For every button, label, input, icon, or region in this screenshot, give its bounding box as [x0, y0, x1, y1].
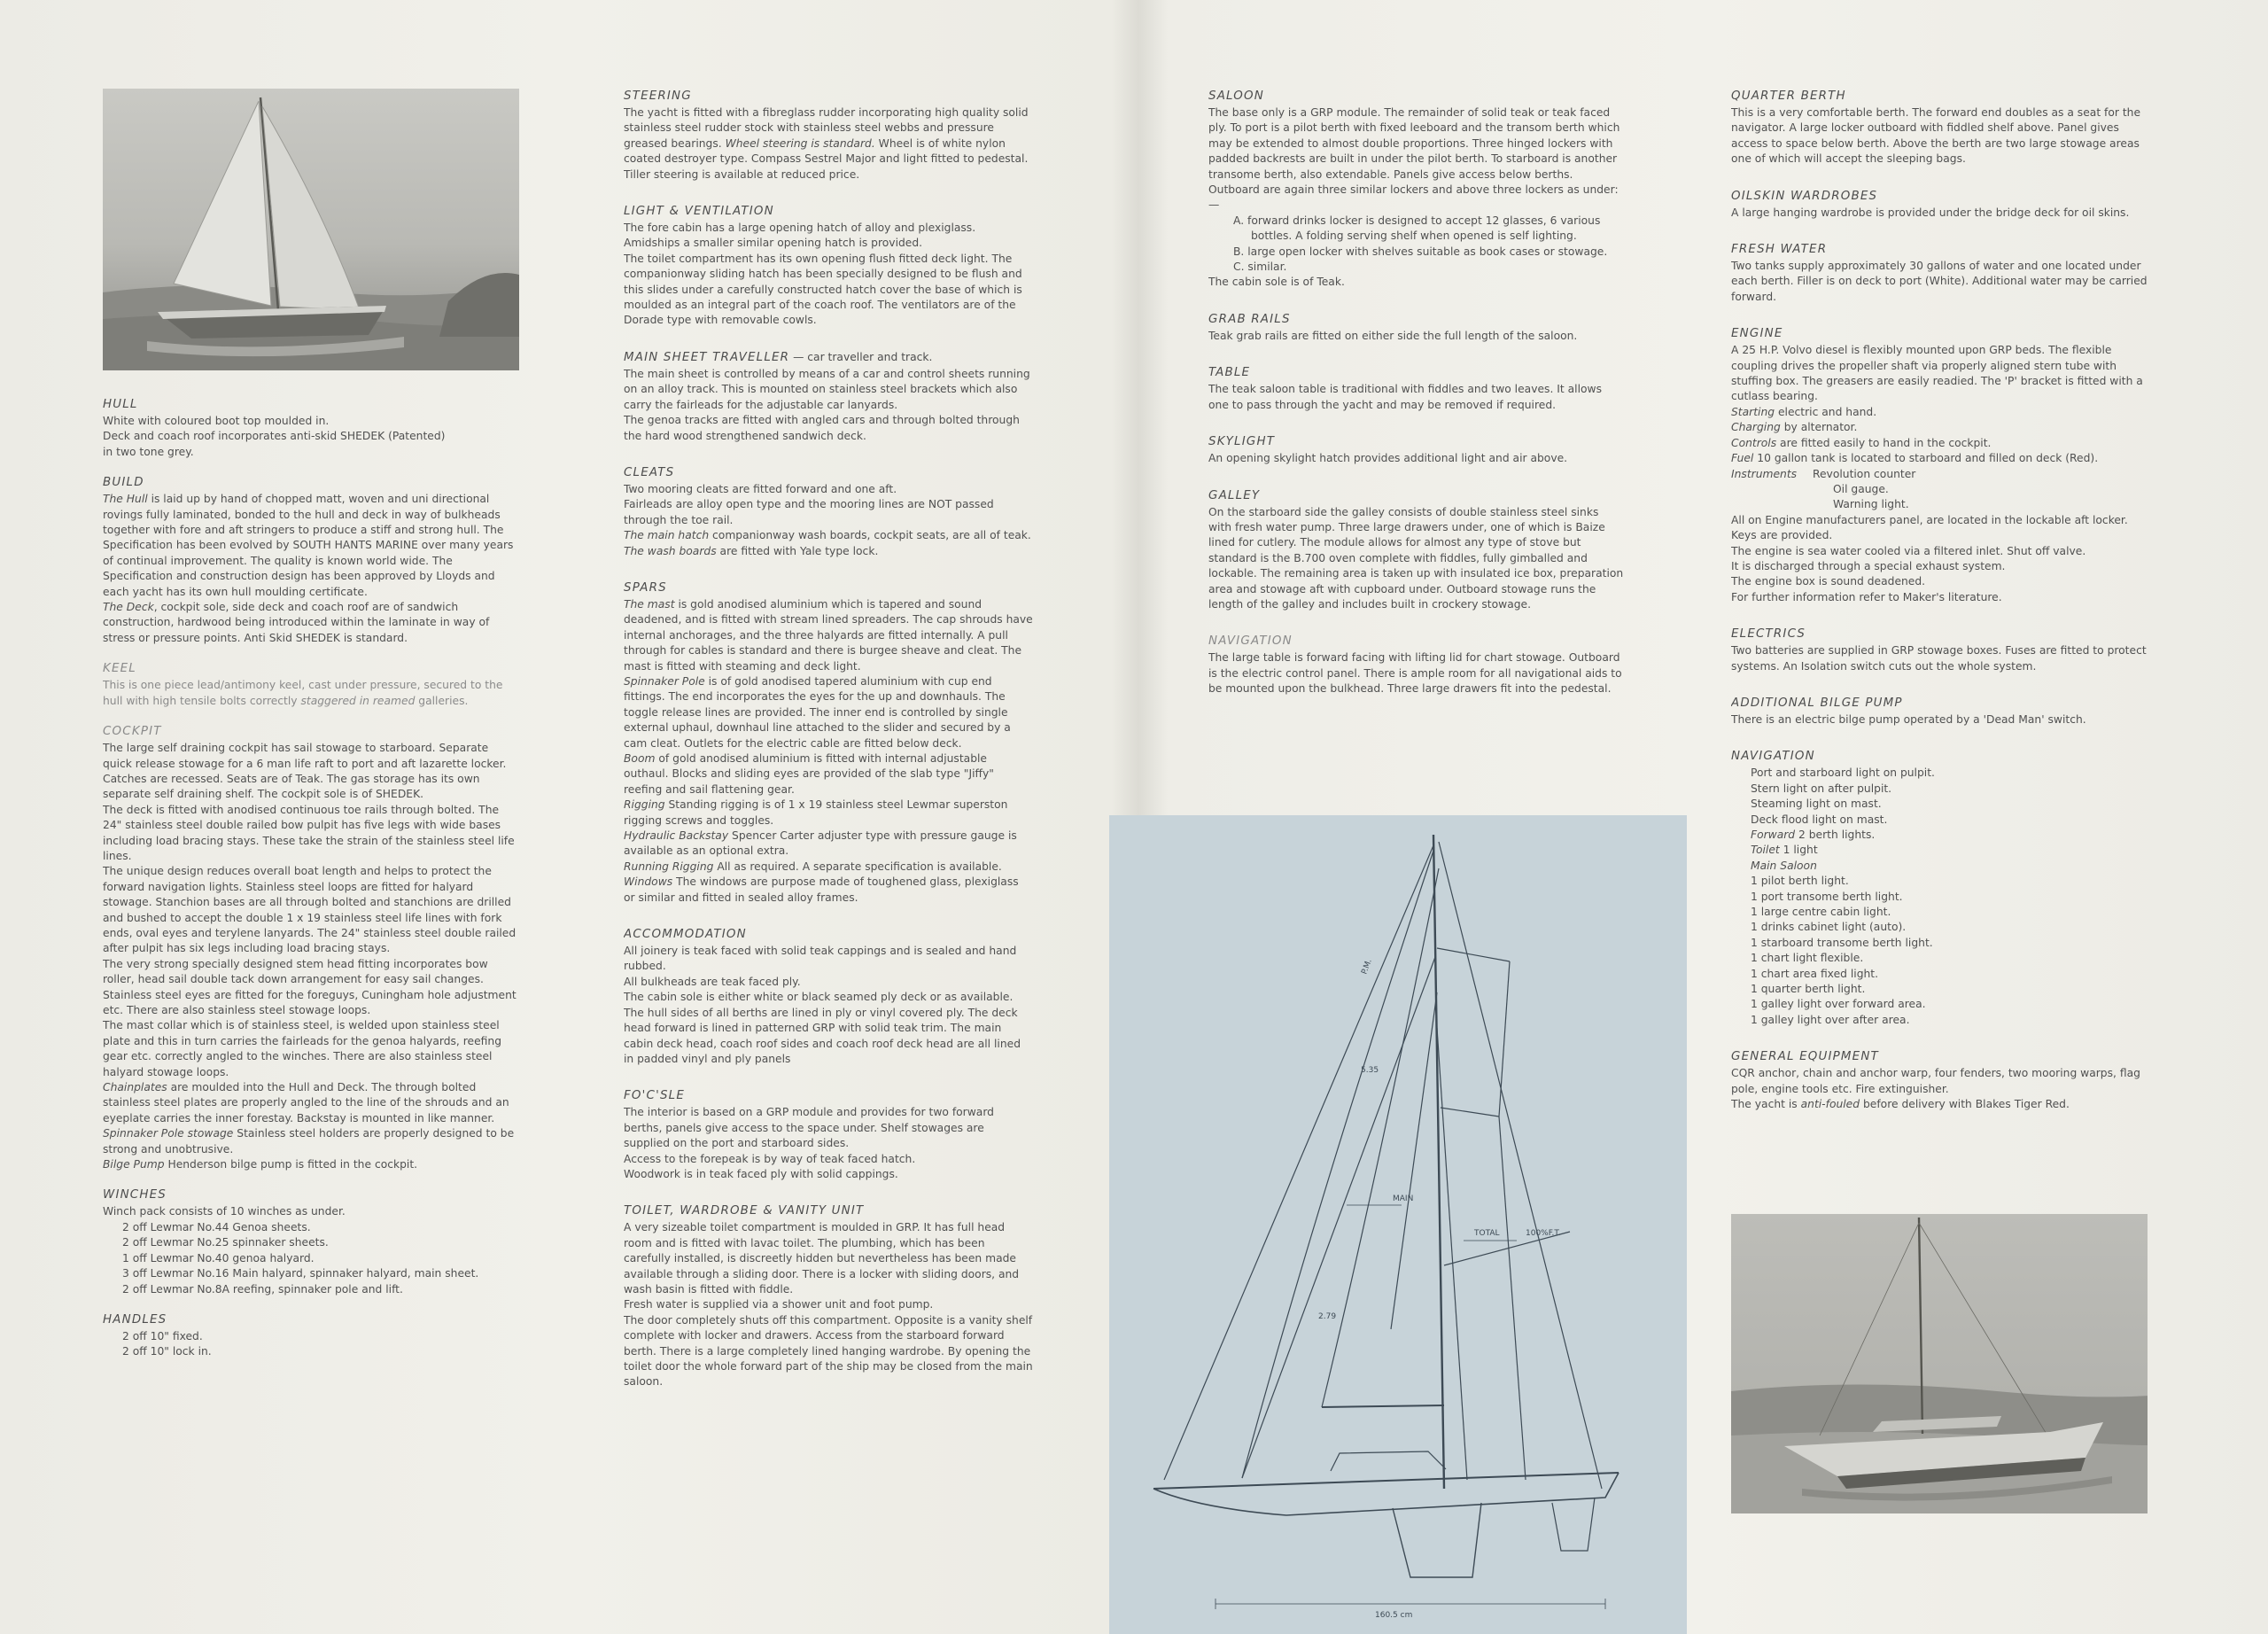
engine-paragraph: The engine box is sound deadened.	[1731, 575, 1926, 588]
spars-paragraph	[624, 875, 1033, 906]
accommodation-heading: ACCOMMODATION	[624, 928, 747, 942]
starting-text: electric and hand.	[1775, 405, 1877, 418]
cleats-paragraph	[624, 544, 1033, 559]
general-equipment-heading: GENERAL EQUIPMENT	[1731, 1050, 1879, 1064]
navigation-lights-section	[1731, 749, 2148, 1028]
navigation-table-section	[1208, 634, 1625, 696]
keel-text-b: galleries.	[415, 694, 469, 707]
charging-text: by alternator.	[1780, 421, 1858, 434]
keel-text-a: This is one piece lead/antimony keel, cast under pressure, secured to the hull with high tensile bolts correctly	[103, 679, 503, 707]
focsle-heading: FO'C'SLE	[624, 1089, 685, 1103]
quarter-berth-text: This is a very comfortable berth. The forward end doubles as a seat for the navigator. A large locker outboard with fiddled shelf above. Panel gives access to space below berth. Above the berth are two large stowage areas one of which will accept the sleeping bags.	[1731, 106, 2141, 166]
column-1	[103, 0, 519, 1634]
light-heading: LIGHT & VENTILATION	[624, 205, 774, 219]
mast-text: is gold anodised aluminium which is tapered and sound deadened, and is fitted with stream lined spreaders. The cap shrouds have internal anchorages, and the three halyards are fitted internally. A pull through for cables is standard and there is burgee sheave and cleat. The mast is fitted with steaming and deck light.	[624, 597, 1033, 673]
winch-item: 1 off Lewmar No.40 genoa halyard.	[122, 1251, 315, 1264]
accommodation-paragraph: All bulkheads are teak faced ply.	[624, 975, 801, 988]
skylight-heading: SKYLIGHT	[1208, 435, 1276, 449]
hull-heading: HULL	[103, 398, 138, 411]
engine-heading: ENGINE	[1731, 327, 1783, 341]
traveller-heading	[624, 350, 1033, 365]
bilge-pump-text: Henderson bilge pump is fitted in the cockpit.	[164, 1158, 418, 1171]
accommodation-section	[624, 927, 1033, 1067]
quarter-berth-section	[1731, 89, 2148, 167]
pole-stowage-lead: Spinnaker Pole stowage	[103, 1127, 234, 1140]
winches-intro: Winch pack consists of 10 winches as under.	[103, 1205, 346, 1218]
build-text: , cockpit sole, side deck and coach roof are of sandwich construction, hardwood being introduced within the laminate in way of stress or pressure points. Anti Skid SHEDEK is standard.	[103, 601, 490, 644]
wash-boards-text: are fitted with Yale type lock.	[716, 544, 879, 557]
steering-text-b: Wheel is of white nylon coated destroyer type. Compass Sestrel Major and light fitted to pedestal. Tiller steering is available at reduced price.	[624, 136, 1029, 181]
bilge-pump-section	[1731, 696, 2148, 728]
traveller-section	[624, 350, 1033, 444]
build-heading: BUILD	[103, 476, 144, 490]
grab-rails-section	[1208, 312, 1625, 344]
saloon-list-item: A. forward drinks locker is designed to accept 12 glasses, 6 various bottles. A folding serving shelf when opened is self lighting.	[1233, 214, 1601, 243]
saloon-light-item: 1 chart light flexible.	[1751, 952, 1864, 965]
spars-paragraph	[624, 798, 1033, 829]
engine-paragraph: It is discharged through a special exhaust system.	[1731, 559, 2006, 572]
instrument-item: Revolution counter	[1813, 467, 1916, 480]
steering-text-italic: Wheel steering is standard.	[725, 136, 875, 150]
instrument-item: Warning light.	[1833, 498, 1909, 511]
equipment-text-b: before delivery with Blakes Tiger Red.	[1860, 1098, 2070, 1111]
saloon-paragraph: The cabin sole is of Teak.	[1208, 276, 1345, 289]
build-paragraph	[103, 600, 519, 646]
toilet-paragraph: Fresh water is supplied via a shower unit and foot pump.	[624, 1298, 934, 1311]
main-hatch-text: companionway wash boards, cockpit seats, are all of teak.	[709, 529, 1031, 542]
backstay-text: Spencer Carter adjuster type with pressure gauge is available as an optional extra.	[624, 829, 1017, 858]
spars-paragraph	[624, 860, 1033, 875]
light-paragraph: The toilet compartment has its own opening flush fitted deck light. The companionway sliding hatch has been specially designed to be flush and this slides under a carefully constructed hatch cover the base of which is moulded as an integral part of the coach roof. The ventilators are of the Dorade type with removable cowls.	[624, 252, 1022, 327]
spars-heading: SPARS	[624, 580, 667, 595]
electrics-heading: ELECTRICS	[1731, 627, 1806, 642]
main-saloon-label: Main Saloon	[1751, 859, 1817, 872]
traveller-suffix: — car traveller and track.	[789, 350, 933, 363]
skylight-text: An opening skylight hatch provides additional light and air above.	[1208, 452, 1568, 465]
saloon-light-item: 1 drinks cabinet light (auto).	[1751, 921, 1907, 934]
steering-text-a: The yacht is fitted with a fibreglass rudder incorporating high quality solid stainless steel rudder stock with stainless steel webbs and pressure greased bearings.	[624, 106, 1029, 150]
traveller-paragraph: The main sheet is controlled by means of a car and control sheets running on an alloy track. This is mounted on stainless steel brackets which also carry the fairleads for the adjustable car lanyards.	[624, 367, 1030, 411]
rigging-lead: Rigging	[624, 798, 665, 812]
saloon-light-item: 1 starboard transome berth light.	[1751, 936, 1933, 949]
oilskin-heading: OILSKIN WARDROBES	[1731, 189, 1878, 203]
engine-paragraph	[1731, 436, 2148, 451]
navigation-table-text: The large table is forward facing with lifting lid for chart stowage. Outboard is the electric control panel. There is ample room for all navigational aids to be mounted upon the bulkhead. Three large drawers fit into the pedestal.	[1208, 651, 1622, 696]
hull-line: in two tone grey.	[103, 445, 194, 458]
oilskin-text: A large hanging wardrobe is provided under the bridge deck for oil skins.	[1731, 206, 2130, 219]
instruments-lead: Instruments	[1731, 467, 1798, 480]
traveller-paragraph: The genoa tracks are fitted with angled cars and through bolted through the hard wood strengthened sandwich deck.	[624, 414, 1020, 442]
winch-item: 3 off Lewmar No.16 Main halyard, spinnaker halyard, main sheet.	[122, 1267, 479, 1280]
starting-lead: Starting	[1731, 405, 1775, 418]
saloon-heading: SALOON	[1208, 89, 1265, 103]
rig-label: 160.5 cm	[1375, 1611, 1413, 1620]
hull-section	[103, 397, 519, 460]
cockpit-paragraph	[103, 1157, 519, 1172]
accommodation-paragraph: All joinery is teak faced with solid teak cappings and is sealed and hand rubbed.	[624, 945, 1017, 973]
equipment-paragraph	[1731, 1097, 2148, 1112]
sail-plan-diagram	[1109, 815, 1687, 1634]
steering-heading: STEERING	[624, 89, 692, 103]
hull-line: Deck and coach roof incorporates anti-skid SHEDEK (Patented)	[103, 430, 446, 443]
controls-text: are fitted easily to hand in the cockpit.	[1776, 436, 1992, 449]
grab-rails-heading: GRAB RAILS	[1208, 312, 1291, 326]
accommodation-paragraph: The cabin sole is either white or black seamed ply deck or as available.	[624, 991, 1014, 1004]
boom-text: of gold anodised aluminium is fitted with internal adjustable outhaul. Blocks and sliding eyes are provided of the slab type "Jiffy" reefing and sail flattening gear.	[624, 752, 994, 796]
galley-section	[1208, 488, 1625, 613]
cockpit-section	[103, 724, 519, 1172]
fresh-water-heading: FRESH WATER	[1731, 243, 1828, 257]
charging-lead: Charging	[1731, 421, 1781, 434]
spars-paragraph	[624, 597, 1033, 674]
bilge-pump-heading: ADDITIONAL BILGE PUMP	[1731, 696, 1903, 710]
rig-label: 100%F.T.	[1526, 1229, 1561, 1238]
rig-label: P.M.	[1360, 958, 1374, 977]
navigation-lights-heading: NAVIGATION	[1731, 750, 1815, 764]
light-ventilation-section	[624, 204, 1033, 329]
skylight-section	[1208, 434, 1625, 466]
instrument-item: Oil gauge.	[1833, 482, 1889, 495]
spars-paragraph	[624, 674, 1033, 751]
boom-lead: Boom	[624, 752, 656, 765]
general-equipment-section	[1731, 1049, 2148, 1112]
cleats-heading: CLEATS	[624, 465, 675, 479]
engine-paragraph: A 25 H.P. Volvo diesel is flexibly mounted upon GRP beds. The flexible coupling drives the propeller shaft via properly aligned stern tube with stuffing box. The greasers are easily readied. The 'P' bracket is fitted with a cutlass bearing.	[1731, 344, 2143, 403]
nav-light-item	[1731, 843, 2148, 858]
sailing-yacht-photo	[103, 89, 519, 370]
saloon-light-item: 1 galley light over forward area.	[1751, 998, 1926, 1011]
cockpit-paragraph	[103, 1126, 519, 1157]
engine-paragraph: All on Engine manufacturers panel, are located in the lockable aft locker. Keys are provided.	[1731, 513, 2128, 542]
build-lead: The Deck	[103, 601, 154, 614]
spars-section	[624, 580, 1033, 906]
wash-boards-lead: The wash boards	[624, 544, 717, 557]
accommodation-paragraph: The hull sides of all berths are lined in ply or vinyl covered ply. The deck head forward is lined in patterned GRP with solid teak trim. The main cabin deck head, coach roof sides and coach roof deck head are all lined in padded vinyl and ply panels	[624, 1006, 1021, 1065]
pole-stowage-text: Stainless steel holders are properly designed to be strong and unobtrusive.	[103, 1127, 515, 1155]
equipment-paragraph: CQR anchor, chain and anchor warp, four fenders, two mooring warps, flag pole, engine tools etc. Fire extinguisher.	[1731, 1067, 2140, 1095]
column-4	[1731, 0, 2148, 1634]
saloon-light-item: 1 large centre cabin light.	[1751, 906, 1891, 919]
equipment-text-a: The yacht is	[1731, 1098, 1801, 1111]
engine-paragraph	[1731, 467, 2148, 482]
cleats-paragraph: Fairleads are alloy open type and the mooring lines are NOT passed through the toe rail.	[624, 498, 994, 526]
saloon-list-item: C. similar.	[1233, 261, 1287, 274]
rig-label: 5.35	[1361, 1066, 1379, 1075]
handles-section	[103, 1312, 519, 1360]
galley-heading: GALLEY	[1208, 488, 1261, 502]
winch-item: 2 off Lewmar No.25 spinnaker sheets.	[122, 1236, 329, 1249]
main-hatch-lead: The main hatch	[624, 529, 710, 542]
rigging-text: Standing rigging is of 1 x 19 stainless steel Lewmar superston rigging screws and toggles.	[624, 798, 1008, 827]
table-section	[1208, 365, 1625, 413]
handle-item: 2 off 10" fixed.	[122, 1329, 203, 1342]
windows-text: The windows are purpose made of toughened glass, plexiglass or similar and fitted in sealed alloy frames.	[624, 875, 1019, 904]
cockpit-paragraph: The deck is fitted with anodised continuous toe rails through bolted. The 24" stainless steel double railed bow pulpit has five legs with wide bases including load bracing stays. These take the strain of the stainless steel life lines.	[103, 803, 515, 862]
cleats-section	[624, 465, 1033, 559]
focsle-section	[624, 1088, 1033, 1182]
windows-lead: Windows	[624, 875, 673, 889]
toilet-section	[624, 1203, 1033, 1389]
saloon-list-item: B. large open locker with shelves suitable as book cases or stowage.	[1233, 245, 1608, 258]
engine-section	[1731, 326, 2148, 605]
traveller-title: MAIN SHEET TRAVELLER	[624, 350, 790, 364]
forward-lead: Forward	[1751, 829, 1796, 841]
engine-paragraph	[1731, 451, 2148, 466]
spars-paragraph	[624, 829, 1033, 860]
handles-heading: HANDLES	[103, 1312, 167, 1327]
equipment-text-italic: anti-fouled	[1800, 1098, 1860, 1111]
keel-section	[103, 661, 519, 709]
toilet-paragraph: A very sizeable toilet compartment is moulded in GRP. It has full head room and is fitted with lavac toilet. The plumbing, which has been carefully installed, is discreetly hidden but nevertheless has been made available through a sliding door. There is a locker with sliding doors, and wash basin is fitted with fiddle.	[624, 1221, 1020, 1296]
nav-light-item: Stern light on after pulpit.	[1751, 782, 1892, 795]
toilet-lead: Toilet	[1751, 844, 1780, 857]
hull-line: White with coloured boot top moulded in.	[103, 415, 330, 427]
saloon-light-item: 1 galley light over after area.	[1751, 1013, 1910, 1026]
cleats-paragraph	[624, 528, 1033, 543]
running-rigging-text: All as required. A separate specification is available.	[713, 860, 1002, 873]
build-section	[103, 475, 519, 646]
cockpit-paragraph: The large self draining cockpit has sail stowage to starboard. Separate quick release stowage for a 6 man life raft to port and aft lazarette locker. Catches are recessed. Seats are of Teak. The gas storage has its own separate self draining shelf. The cockpit sole is of SHEDEK.	[103, 742, 507, 801]
toilet-paragraph: The door completely shuts off this compartment. Opposite is a vanity shelf complete with locker and drawers. Access from the starboard forward berth. There is a large completely lined hanging wardrobe. By opening the toilet door the whole forward part of the ship may be closed from the main saloon.	[624, 1313, 1033, 1389]
fresh-water-section	[1731, 242, 2148, 305]
grab-rails-text: Teak grab rails are fitted on either side the full length of the saloon.	[1208, 329, 1578, 342]
focsle-paragraph: Access to the forepeak is by way of teak faced hatch.	[624, 1152, 916, 1165]
galley-text: On the starboard side the galley consists of double stainless steel sinks with fresh water pump. Three large drawers under, one of which is Baize lined for cutlery. The module allows for almost any type of stove but standard is the B.700 oven complete with fiddles, fully gimballed and lockable. The remaining area is taken up with insulated ice box, preparation area and stowage aft with cupboard under. Outboard stowage runs the length of the galley and includes built in crockery stowage.	[1208, 505, 1624, 611]
keel-text	[103, 678, 519, 709]
fresh-water-text: Two tanks supply approximately 30 gallons of water and one located under each berth. Filler is on deck to port (White). Additional water may be carried forward.	[1731, 260, 2148, 303]
rig-label: MAIN	[1393, 1194, 1414, 1203]
running-rigging-lead: Running Rigging	[624, 860, 714, 873]
winch-item: 2 off Lewmar No.44 Genoa sheets.	[122, 1220, 311, 1233]
engine-paragraph: The engine is sea water cooled via a filtered inlet. Shut off valve.	[1731, 544, 2086, 557]
build-text: is laid up by hand of chopped matt, woven and uni directional rovings fully laminated, bonded to the hull and deck in way of bulkheads together with fore and aft stringers to produce a stiff and strong hull. The Specification has been evolved by SOUTH HANTS MARINE over many years of continual improvement. The quality is known world wide. The Specification and construction design has been approved by Lloyds and each yacht has its own hull moulding certificate.	[103, 493, 514, 598]
winches-heading: WINCHES	[103, 1188, 167, 1202]
fuel-lead: Fuel	[1731, 452, 1754, 465]
spinnaker-pole-lead: Spinnaker Pole	[624, 674, 705, 688]
saloon-light-item: 1 port transome berth light.	[1751, 890, 1903, 903]
focsle-paragraph: Woodwork is in teak faced ply with solid cappings.	[624, 1167, 898, 1180]
nav-light-item: Deck flood light on mast.	[1751, 813, 1888, 826]
toilet-text: 1 light	[1779, 844, 1818, 857]
cleats-paragraph: Two mooring cleats are fitted forward and one aft.	[624, 482, 897, 495]
nav-light-item: Port and starboard light on pulpit.	[1751, 766, 1935, 780]
saloon-light-item: 1 quarter berth light.	[1751, 983, 1866, 996]
cockpit-paragraph: The unique design reduces overall boat length and helps to protect the forward navigation lights. Stainless steel loops are fitted for halyard stowage. Stanchion bases are all through bolted and stanchions are drilled and bushed to accept the double 1 x 19 stainless steel life lines with fork ends, oval eyes and terylene lanyards. The 24" stainless steel double railed after pulpit has six legs including load bracing stays.	[103, 865, 517, 955]
cockpit-heading: COCKPIT	[103, 725, 162, 739]
steering-text	[624, 105, 1033, 183]
chainplates-text: are moulded into the Hull and Deck. The through bolted stainless steel plates are properly angled to the line of the shrouds and an eyeplate carries the inner forestay. Backstay is mounted in like manner.	[103, 1081, 509, 1124]
build-paragraph	[103, 492, 519, 600]
saloon-paragraph: The base only is a GRP module. The remainder of solid teak or teak faced ply. To port is a pilot berth with fixed leeboard and the transom berth which may be extended to almost double proportions. Three hinged lockers with padded backrests are built in under the pilot berth. To starboard is another transome berth, also extendable. Panels give access below berths. Outboard are again three similar lockers and above three lockers as under:—	[1208, 106, 1620, 212]
navigation-table-heading: NAVIGATION	[1208, 634, 1293, 649]
fuel-text: 10 gallon tank is located to starboard and filled on deck (Red).	[1753, 452, 2099, 465]
engine-paragraph: For further information refer to Maker's literature.	[1731, 590, 2002, 603]
rig-label: 2.79	[1318, 1312, 1337, 1321]
engine-paragraph	[1731, 420, 2148, 435]
saloon-light-item: 1 pilot berth light.	[1751, 875, 1849, 888]
toilet-heading: TOILET, WARDROBE & VANITY UNIT	[624, 1204, 865, 1218]
table-heading: TABLE	[1208, 366, 1251, 380]
chainplates-lead: Chainplates	[103, 1081, 167, 1094]
keel-heading: KEEL	[103, 662, 136, 676]
nav-light-item: Steaming light on mast.	[1751, 798, 1882, 811]
steering-section	[624, 89, 1033, 183]
keel-text-italic: staggered in reamed	[300, 694, 416, 707]
cockpit-paragraph	[103, 1080, 519, 1126]
column-2	[624, 0, 1033, 1634]
quarter-berth-heading: QUARTER BERTH	[1731, 89, 1846, 103]
bilge-pump-text: There is an electric bilge pump operated by a 'Dead Man' switch.	[1731, 712, 2086, 726]
backstay-lead: Hydraulic Backstay	[624, 829, 729, 843]
forward-text: 2 berth lights.	[1795, 829, 1876, 841]
table-text: The teak saloon table is traditional with fiddles and two leaves. It allows one to pass through the yacht and may be removed if required.	[1208, 383, 1602, 411]
rig-label: TOTAL	[1474, 1229, 1500, 1238]
cockpit-paragraph: The very strong specially designed stem head fitting incorporates bow roller, head sail double tack down arrangement for easy sail changes. Stainless steel eyes are fitted for the foreguys, Cuningham hole adjustment etc. There are also stainless steel stowage loops.	[103, 957, 517, 1016]
mast-lead: The mast	[624, 597, 675, 611]
nav-light-item	[1731, 828, 2148, 843]
spinnaker-pole-text: is of gold anodised tapered aluminium with cup end fittings. The end incorporates the eyes for the up and downhauls. The toggle release lines are provided. The inner end is controlled by single external uphaul, downhaul line attached to the slider and secured by a cam cleat. Outlets for the electric cable are fitted below deck.	[624, 674, 1011, 750]
engine-paragraph	[1731, 405, 2148, 420]
handle-item: 2 off 10" lock in.	[122, 1345, 212, 1358]
saloon-section	[1208, 89, 1625, 291]
focsle-paragraph: The interior is based on a GRP module and provides for two forward berths, panels give access to the space under. Shelf stowages are supplied on the port and starboard sides.	[624, 1106, 994, 1150]
oilskin-section	[1731, 189, 2148, 221]
electrics-section	[1731, 626, 2148, 674]
controls-lead: Controls	[1731, 436, 1777, 449]
winches-section	[103, 1187, 519, 1296]
electrics-text: Two batteries are supplied in GRP stowage boxes. Fuses are fitted to protect systems. An Isolation switch cuts out the whole system.	[1731, 644, 2147, 673]
cockpit-paragraph: The mast collar which is of stainless steel, is welded upon stainless steel plate and this in turn carries the fairleads for the genoa halyards, reefing gear etc. correctly angled to the winches. There are also stainless steel halyard stowage loops.	[103, 1019, 502, 1078]
build-lead: The Hull	[103, 493, 148, 506]
moored-yacht-photo	[1731, 1214, 2148, 1513]
light-paragraph: The fore cabin has a large opening hatch of alloy and plexiglass. Amidships a smaller similar opening hatch is provided.	[624, 222, 976, 250]
spars-paragraph	[624, 751, 1033, 798]
saloon-light-item: 1 chart area fixed light.	[1751, 967, 1879, 980]
bilge-pump-lead: Bilge Pump	[103, 1158, 165, 1171]
winch-item: 2 off Lewmar No.8A reefing, spinnaker pole and lift.	[122, 1282, 403, 1296]
